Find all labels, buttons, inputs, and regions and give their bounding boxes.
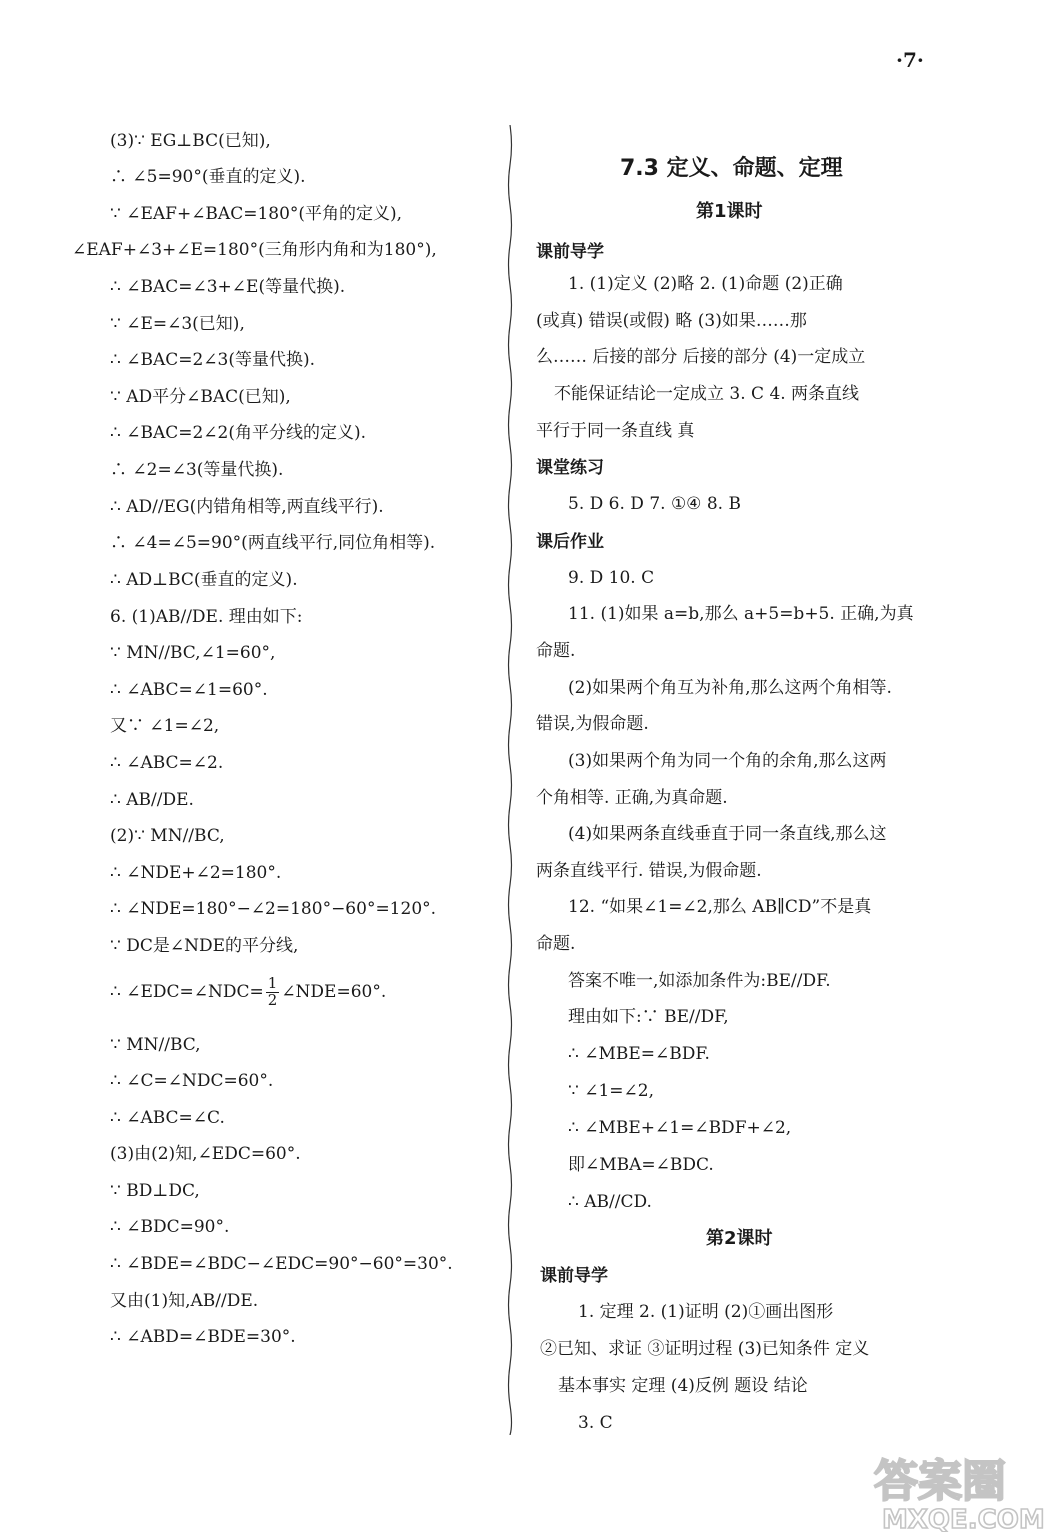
text-line: 基本事实 定理 (4)反例 题设 结论 — [558, 1376, 808, 1396]
text-line: ∴ ∠5=90°(垂直的定义). — [110, 167, 306, 187]
section-title: 7.3 定义、命题、定理 — [620, 156, 843, 181]
fraction-denominator: 2 — [267, 990, 278, 1009]
lesson-1-title: 第1课时 — [696, 201, 763, 222]
text-line: ∴ ∠ABC=∠C. — [110, 1108, 225, 1128]
subsection-heading: 课堂练习 — [536, 458, 604, 478]
text-line: ②已知、求证 ③证明过程 (3)已知条件 定义 — [540, 1339, 870, 1359]
fraction-numerator: 1 — [267, 974, 278, 992]
text-line: 命题. — [536, 934, 576, 954]
text-line: ∴ ∠NDE=180°−∠2=180°−60°=120°. — [110, 899, 437, 919]
text-line: ∵ MN//BC,∠1=60°, — [110, 643, 276, 663]
text-line: (4)如果两条直线垂直于同一条直线,那么这 — [568, 824, 887, 844]
text-line: 又∵ ∠1=∠2, — [110, 716, 220, 736]
text-line: ∴ ∠4=∠5=90°(两直线平行,同位角相等). — [110, 533, 436, 553]
text-line: 6. (1)AB//DE. 理由如下: — [110, 607, 303, 627]
text-line: ∵ BD⊥DC, — [110, 1181, 200, 1201]
text-line: ∴ AD//EG(内错角相等,两直线平行). — [110, 497, 384, 517]
text-line: 不能保证结论一定成立 3. C 4. 两条直线 — [554, 384, 860, 404]
text-line: ∴ ∠ABC=∠1=60°. — [110, 680, 268, 700]
text-line: ∴ ∠ABC=∠2. — [110, 753, 224, 773]
page-number: ·7· — [896, 48, 924, 72]
watermark-url: MXQE.COM — [882, 1505, 1045, 1532]
text-line: 1. (1)定义 (2)略 2. (1)命题 (2)正确 — [568, 274, 843, 294]
lesson-2-title: 第2课时 — [706, 1228, 773, 1249]
text-line: ∴ ∠BAC=2∠3(等量代换). — [110, 350, 316, 370]
fraction-half — [266, 976, 280, 1009]
text-line: ∴ ∠BAC=2∠2(角平分线的定义). — [110, 423, 367, 443]
text-line: 1. 定理 2. (1)证明 (2)①画出图形 — [578, 1302, 834, 1322]
text-line: ∵ AD平分∠BAC(已知), — [110, 387, 291, 407]
text-line: ∵ ∠1=∠2, — [568, 1081, 654, 1101]
text-line: 个角相等. 正确,为真命题. — [536, 788, 728, 808]
text-line: ∵ ∠E=∠3(已知), — [110, 314, 245, 334]
text-line: (或真) 错误(或假) 略 (3)如果……那 — [536, 311, 807, 331]
text-line: ∴ ∠ABD=∠BDE=30°. — [110, 1327, 296, 1347]
text-line: 又由(1)知,AB//DE. — [110, 1291, 259, 1311]
text-line: ∴ ∠MBE=∠BDF. — [568, 1044, 710, 1064]
text-line: 9. D 10. C — [568, 568, 655, 588]
text-line: (3)∵ EG⊥BC(已知), — [110, 131, 271, 151]
text-line: ∴ AD⊥BC(垂直的定义). — [110, 570, 298, 590]
text-line: (2)∵ MN//BC, — [110, 826, 225, 846]
text-line: ∵ ∠EAF+∠BAC=180°(平角的定义), — [110, 204, 403, 224]
text-line: (3)由(2)知,∠EDC=60°. — [110, 1144, 301, 1164]
text-line: 11. (1)如果 a=b,那么 a+5=b+5. 正确,为真 — [568, 604, 914, 624]
subsection-heading: 课后作业 — [536, 532, 604, 552]
text-line: 么…… 后接的部分 后接的部分 (4)一定成立 — [536, 347, 866, 367]
text-line: 命题. — [536, 641, 576, 661]
fraction-suffix: ∠NDE=60°. — [281, 981, 387, 1002]
text-line: ∵ DC是∠NDE的平分线, — [110, 936, 299, 956]
text-line: ∴ ∠C=∠NDC=60°. — [110, 1071, 274, 1091]
text-line: ∴ ∠2=∠3(等量代换). — [110, 460, 284, 480]
watermark-title: 答案圈 — [874, 1456, 1006, 1507]
text-line: 平行于同一条直线 真 — [536, 421, 695, 441]
text-line: ∴ AB//DE. — [110, 790, 194, 810]
watermark-logo — [868, 1448, 1048, 1532]
text-line: 答案不唯一,如添加条件为:BE//DF. — [568, 971, 831, 991]
text-line: 5. D 6. D 7. ①④ 8. B — [568, 494, 741, 514]
text-line: ∴ ∠MBE+∠1=∠BDF+∠2, — [568, 1118, 792, 1138]
text-line: ∴ ∠NDE+∠2=180°. — [110, 863, 282, 883]
text-line: 错误,为假命题. — [536, 714, 649, 734]
text-line: 12. “如果∠1=∠2,那么 AB∥CD”不是真 — [568, 897, 872, 917]
text-line: ∴ ∠BDE=∠BDC−∠EDC=90°−60°=30°. — [110, 1254, 453, 1274]
text-line: ∵ MN//BC, — [110, 1035, 201, 1055]
text-line: ∴ ∠BAC=∠3+∠E(等量代换). — [110, 277, 346, 297]
column-divider — [507, 125, 513, 1435]
text-line: (2)如果两个角互为补角,那么这两个角相等. — [568, 678, 892, 698]
fraction-prefix: ∴ ∠EDC=∠NDC= — [110, 981, 264, 1002]
subsection-heading: 课前导学 — [540, 1266, 608, 1286]
subsection-heading: 课前导学 — [536, 242, 604, 262]
text-line: 即∠MBA=∠BDC. — [568, 1155, 714, 1175]
text-line: ∴ ∠BDC=90°. — [110, 1217, 230, 1237]
fraction-line — [110, 976, 386, 1009]
text-line: ∴ AB//CD. — [568, 1192, 652, 1212]
text-line: 理由如下:∵ BE//DF, — [568, 1007, 729, 1027]
text-line: 3. C — [578, 1413, 613, 1433]
text-line: 两条直线平行. 错误,为假命题. — [536, 861, 762, 881]
text-line: ∠EAF+∠3+∠E=180°(三角形内角和为180°), — [72, 240, 437, 260]
text-line: (3)如果两个角为同一个角的余角,那么这两 — [568, 751, 887, 771]
